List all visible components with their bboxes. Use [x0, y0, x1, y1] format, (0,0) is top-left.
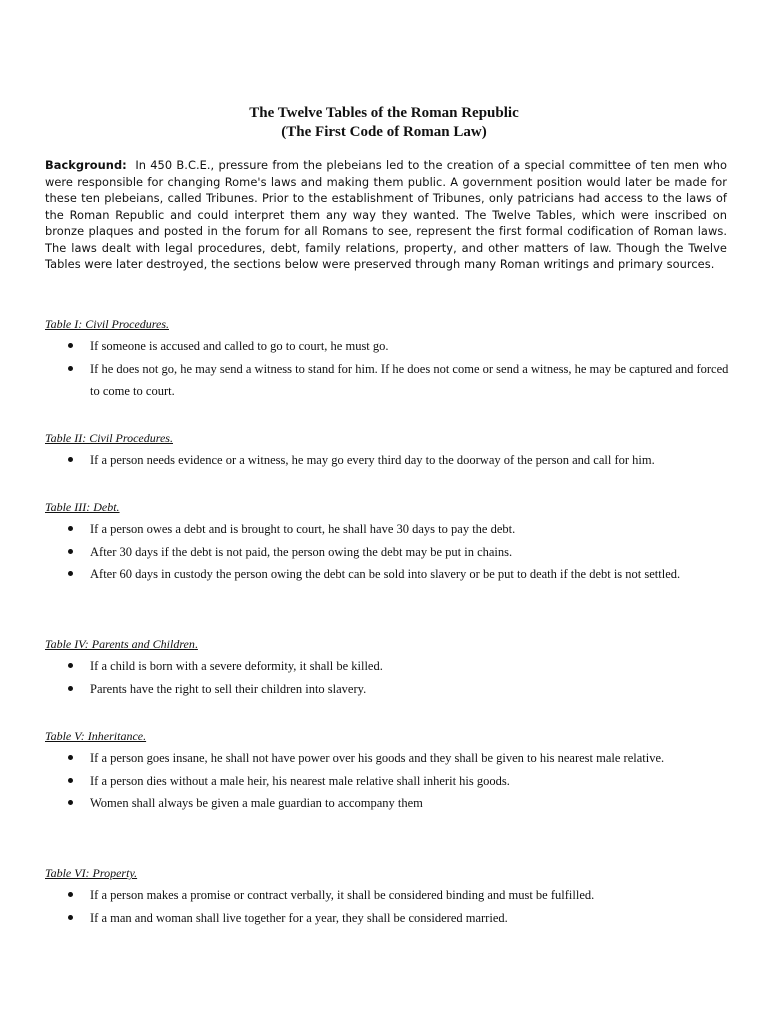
background-label: Background:	[45, 158, 127, 172]
list-item: After 30 days if the debt is not paid, the person owing the debt may be put in chains.	[45, 541, 735, 564]
bullet-icon	[68, 755, 73, 760]
list-item: If a man and woman shall live together for a year, they shall be considered married.	[45, 907, 735, 930]
section-table-i	[45, 316, 735, 403]
bullet-icon	[68, 549, 73, 554]
bullet-icon	[68, 526, 73, 531]
bullet-icon	[68, 366, 73, 371]
section-heading: Table II: Civil Procedures.	[45, 431, 173, 445]
document-title: The Twelve Tables of the Roman Republic	[249, 105, 519, 121]
list-item: After 60 days in custody the person owing the debt can be sold into slavery or be put to death if the debt is not settled.	[45, 563, 735, 586]
item-list	[45, 884, 735, 929]
bullet-icon	[68, 915, 73, 920]
list-item: If a child is born with a severe deformity, it shall be killed.	[45, 655, 735, 678]
item-list	[45, 335, 735, 403]
bullet-icon	[68, 892, 73, 897]
item-list	[45, 518, 735, 586]
list-item: If a person dies without a male heir, his nearest male relative shall inherit his goods.	[45, 770, 735, 793]
section-heading: Table IV: Parents and Children.	[45, 637, 198, 651]
list-item: Parents have the right to sell their children into slavery.	[45, 678, 735, 701]
background-paragraph	[45, 157, 727, 273]
bullet-icon	[68, 343, 73, 348]
list-item: If a person needs evidence or a witness, he may go every third day to the doorway of the person and call for him.	[45, 449, 735, 472]
list-item: If he does not go, he may send a witness to stand for him. If he does not come or send a witness, he may be captured and forced to come to court.	[45, 358, 735, 403]
list-item: Women shall always be given a male guardian to accompany them	[45, 792, 735, 815]
list-item: If a person owes a debt and is brought to court, he shall have 30 days to pay the debt.	[45, 518, 735, 541]
bullet-icon	[68, 778, 73, 783]
section-heading: Table III: Debt.	[45, 500, 120, 514]
item-list	[45, 747, 735, 815]
section-table-iii	[45, 499, 735, 586]
section-table-iv	[45, 636, 735, 700]
section-heading: Table V: Inheritance.	[45, 729, 147, 743]
list-item: If a person goes insane, he shall not have power over his goods and they shall be given to his nearest male relative.	[45, 747, 735, 770]
bullet-icon	[68, 800, 73, 805]
section-heading: Table VI: Property.	[45, 866, 138, 880]
section-heading: Table I: Civil Procedures.	[45, 317, 169, 331]
bullet-icon	[68, 663, 73, 668]
bullet-icon	[68, 571, 73, 576]
list-item: If a person makes a promise or contract verbally, it shall be considered binding and must be fulfilled.	[45, 884, 735, 907]
bullet-icon	[68, 686, 73, 691]
list-item: If someone is accused and called to go to court, he must go.	[45, 335, 735, 358]
section-table-v	[45, 728, 735, 815]
section-table-ii	[45, 430, 735, 472]
section-table-vi	[45, 865, 735, 929]
item-list	[45, 449, 735, 472]
document-subtitle: (The First Code of Roman Law)	[281, 124, 487, 140]
bullet-icon	[68, 457, 73, 462]
item-list	[45, 655, 735, 700]
background-text: In 450 B.C.E., pressure from the plebeians led to the creation of a special committee of ten men who were responsible for changing Rome's laws and making them public. A government position would later be made for these ten plebeians, called Tribunes. Prior to the establishment of Tribunes, only patricians had access to the laws of the Roman Republic and could interpret them any way they wanted. The Twelve Tables, which were inscribed on bronze plaques and posted in the forum for all Romans to see, represent the first formal codification of Roman laws. The laws dealt with legal procedures, debt, family relations, property, and other matters of law. Though the Twelve Tables were later destroyed, the sections below were preserved through many Roman writings and primary sources.	[45, 158, 727, 271]
